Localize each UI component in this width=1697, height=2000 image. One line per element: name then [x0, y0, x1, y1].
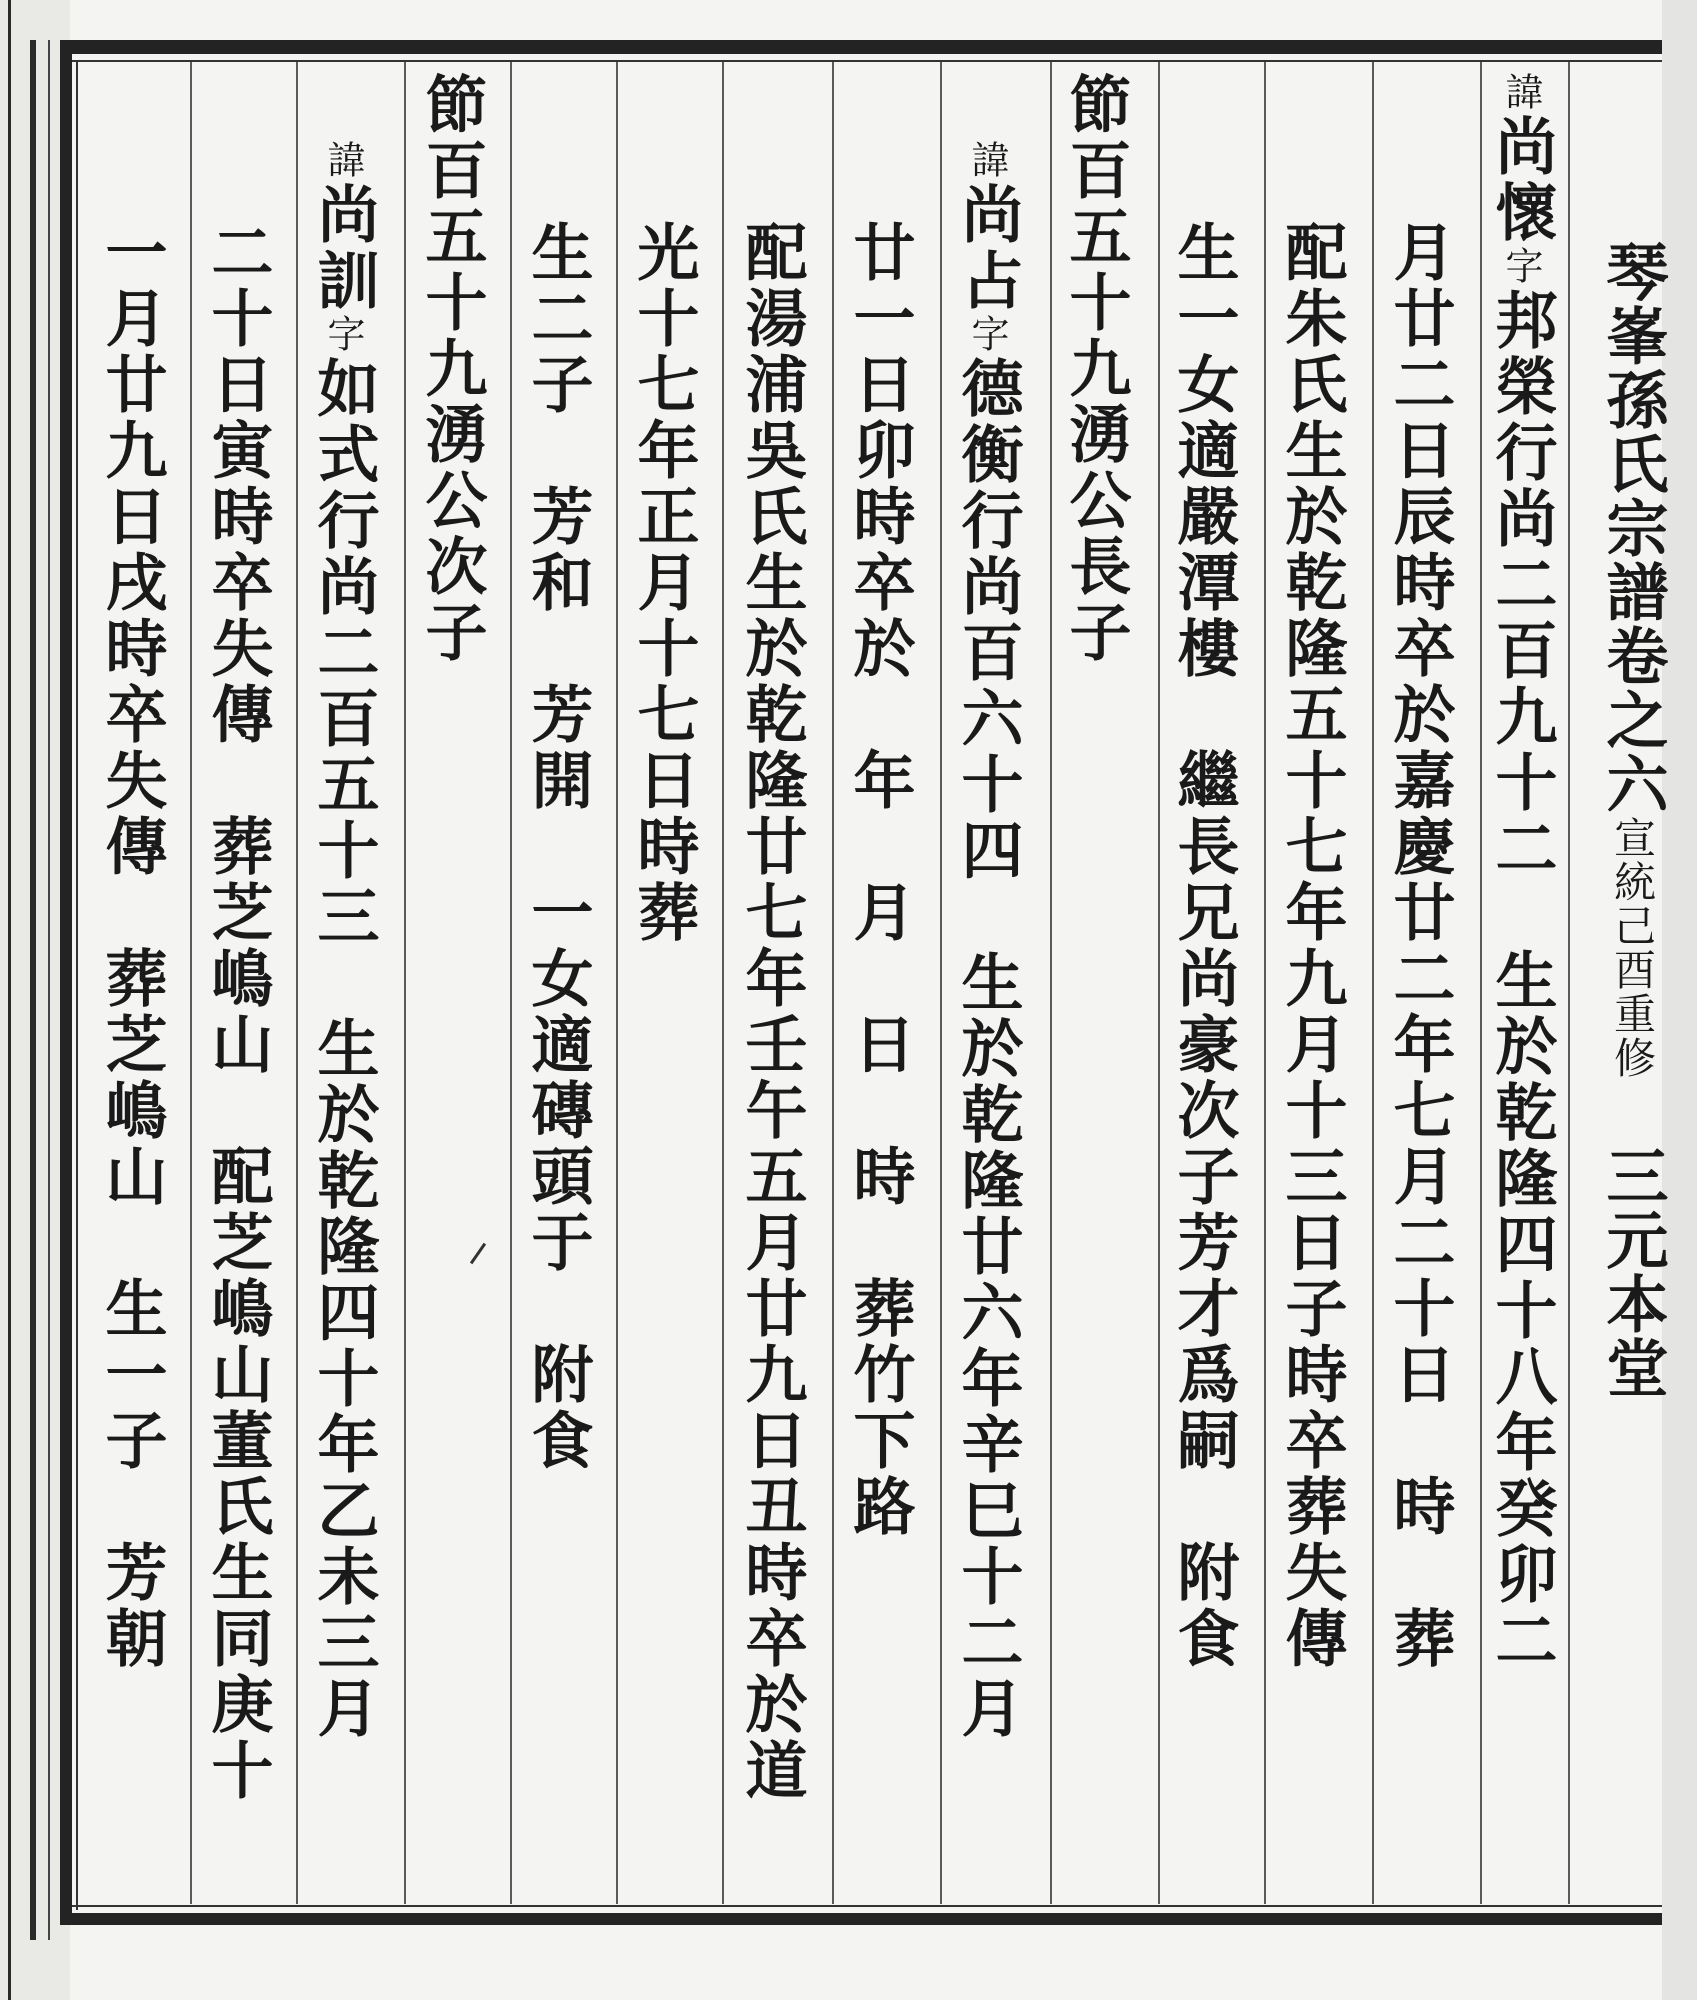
column-divider	[832, 62, 834, 1904]
text-column: 生二子 芳和 芳開 一女適磚頭于 附食	[521, 220, 594, 1474]
text-column: 配湯浦吳氏生於乾隆廿七年壬午五月廿九日丑時卒於道	[735, 220, 808, 1804]
text-column: 諱尚懷字邦榮行尚二百九十二 生於乾隆四十八年癸卯二	[1485, 72, 1558, 1674]
column-divider	[1158, 62, 1160, 1904]
text-column: 廿一日卯時卒於 年 月 日 時 葬竹下路	[843, 220, 916, 1540]
edition-label: 宣統己酉重修	[1608, 816, 1657, 1080]
hall-name: 三元本堂	[1596, 1144, 1669, 1400]
column-divider	[1264, 62, 1266, 1904]
text-column: 一月廿九日戌時卒失傳 葬芝嶋山 生一子 芳朝	[95, 220, 168, 1672]
text-column: 二十日寅時卒失傳 葬芝嶋山 配芝嶋山董氏生同庚十	[201, 220, 274, 1804]
frame-top-inner-border	[62, 60, 1662, 62]
column-divider	[296, 62, 298, 1904]
lineage-heading: 節百五十九湧公次子	[415, 72, 488, 666]
book-title: 琴峯孫氏宗譜	[1596, 240, 1669, 624]
column-divider	[1568, 62, 1570, 1904]
previous-page-inner-border	[48, 40, 50, 1940]
frame-left-border	[60, 40, 72, 1925]
frame-left-inner-border	[76, 60, 78, 1910]
previous-page-border	[30, 40, 36, 1940]
frame-top-border	[62, 40, 1662, 54]
column-divider	[510, 62, 512, 1904]
text-column: 光十七年正月十七日時葬	[627, 220, 700, 946]
volume-label: 卷之六	[1596, 624, 1669, 816]
column-divider	[1372, 62, 1374, 1904]
column-divider	[1050, 62, 1052, 1904]
text-column: 諱尚訓字如式行尚二百五十三 生於乾隆四十年乙未三月	[307, 140, 380, 1742]
column-divider	[404, 62, 406, 1904]
page-edge-line	[8, 0, 11, 2000]
column-divider	[190, 62, 192, 1904]
column-divider	[722, 62, 724, 1904]
column-divider	[616, 62, 618, 1904]
book-header	[1588, 90, 1697, 1400]
text-column: 諱尚占字德衡行尚百六十四 生於乾隆廿六年辛巳十二月	[951, 140, 1024, 1742]
text-column: 生一女適嚴潭樓 繼長兄尚豪次子芳才爲嗣 附食	[1167, 220, 1240, 1672]
column-divider	[1480, 62, 1482, 1904]
column-divider	[940, 62, 942, 1904]
ink-mark	[470, 1243, 486, 1264]
frame-bottom-border	[62, 1913, 1672, 1925]
text-column: 月廿二日辰時卒於嘉慶廿二年七月二十日 時 葬	[1383, 220, 1456, 1672]
lineage-heading: 節百五十九湧公長子	[1059, 72, 1132, 666]
text-column: 配朱氏生於乾隆五十七年九月十三日子時卒葬失傳	[1275, 220, 1348, 1672]
frame-bottom-inner-border	[62, 1905, 1672, 1907]
